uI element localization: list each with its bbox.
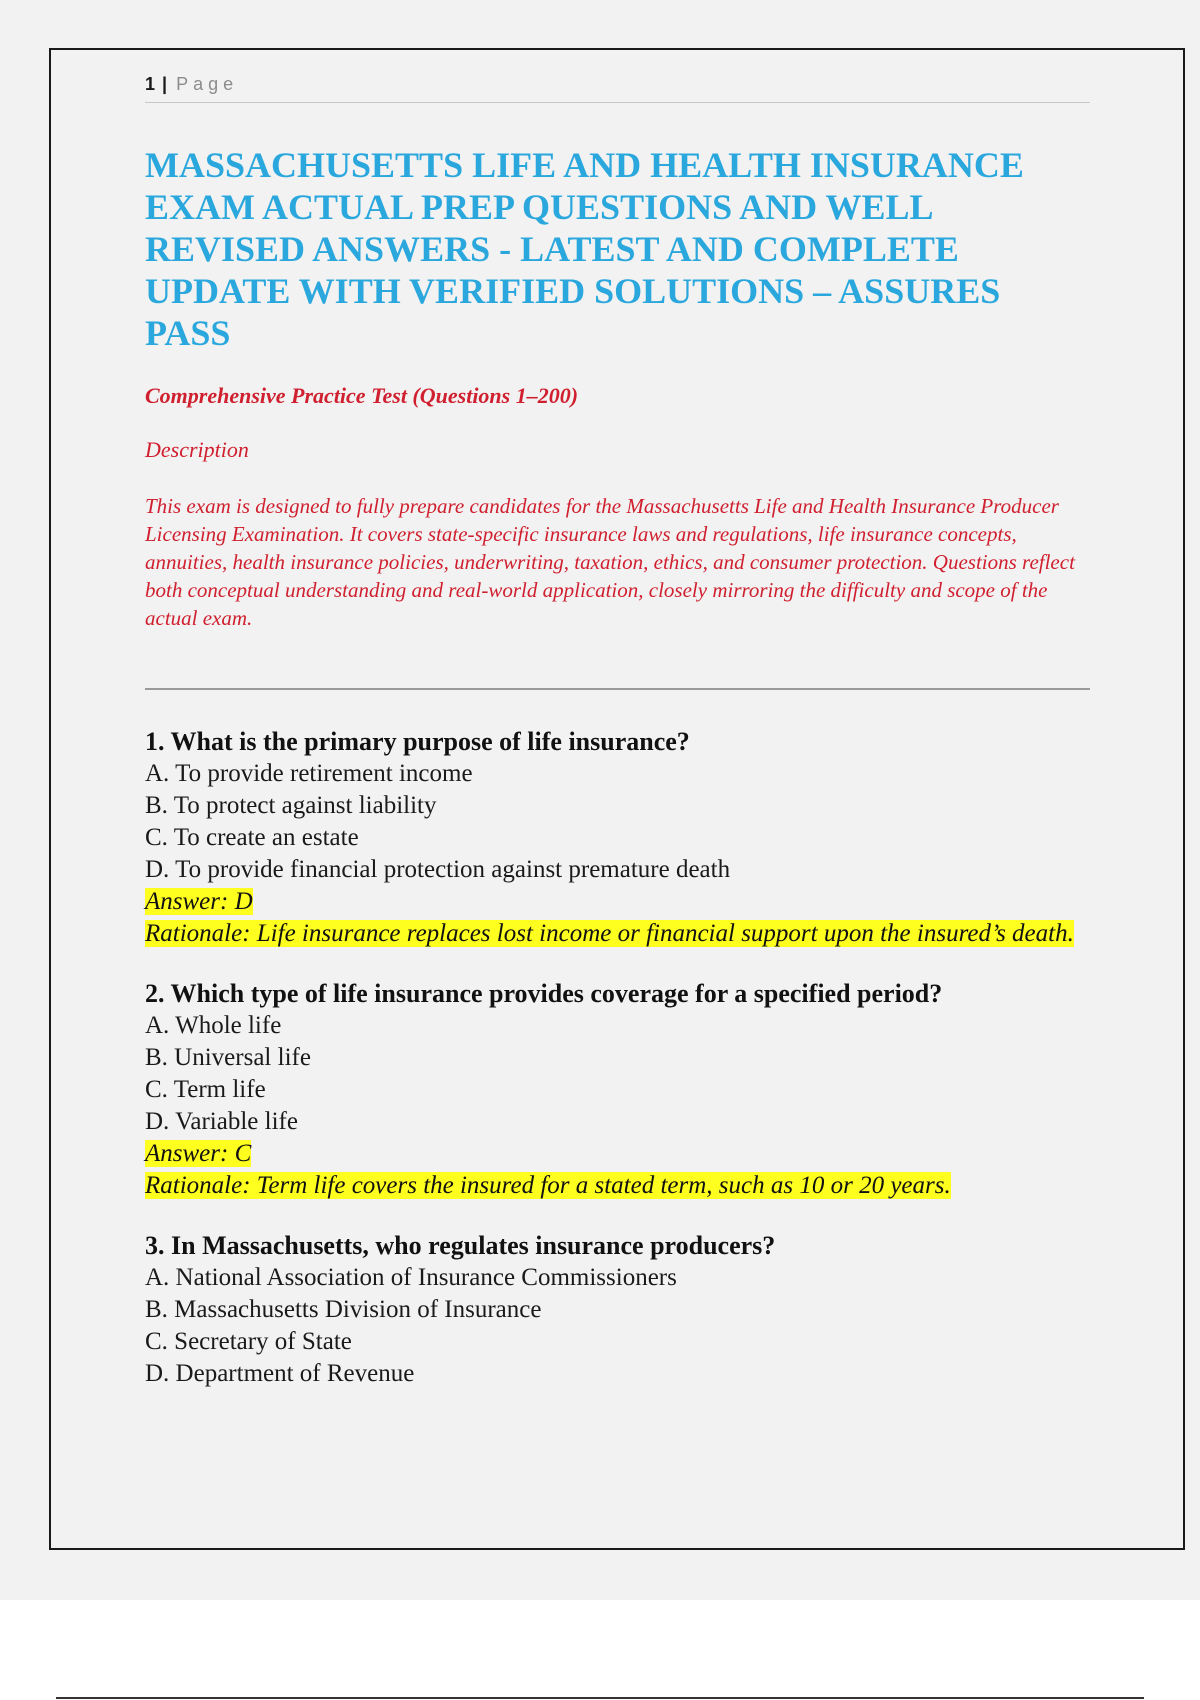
option-b: B. Massachusetts Division of Insurance	[145, 1296, 542, 1323]
document-intro	[145, 144, 1090, 632]
answer-line	[145, 886, 1090, 918]
section-divider	[145, 688, 1090, 690]
rationale-text: Rationale: Term life covers the insured for a stated term, such as 10 or 20 years.	[145, 1172, 951, 1199]
next-page-rule	[56, 1697, 1144, 1699]
answer-text: Answer: D	[145, 888, 253, 915]
option-c: C. To create an estate	[145, 824, 359, 851]
option-c: C. Secretary of State	[145, 1328, 352, 1355]
option-d: D. To provide financial protection against premature death	[145, 856, 731, 883]
option-a: A. National Association of Insurance Commissioners	[145, 1264, 677, 1291]
description-body: This exam is designed to fully prepare candidates for the Massachusetts Life and Health Insurance Producer Licensing Examination. It covers state-specific insurance laws and regulations, life insurance concepts, annuities, health insurance policies, underwriting, taxation, ethics, and consumer protection. Questions reflect both conceptual understanding and real-world application, closely mirroring the difficulty and scope of the actual exam.	[145, 494, 1075, 630]
option-a: A. To provide retirement income	[145, 760, 473, 787]
answer-line	[145, 1138, 1090, 1170]
rationale-text: Rationale: Life insurance replaces lost income or financial support upon the insured’s death.	[145, 920, 1074, 947]
question-list	[145, 726, 1090, 1418]
page-label: Page	[176, 74, 239, 94]
question-item	[145, 726, 1090, 950]
option-d: D. Variable life	[145, 1108, 298, 1135]
document-title: MASSACHUSETTS LIFE AND HEALTH INSURANCE EXAM ACTUAL PREP QUESTIONS AND WELL REVISED ANSWERS - LATEST AND COMPLETE UPDATE WITH VERIFIED SOLUTIONS – ASSURES PASS	[145, 145, 1024, 353]
page-separator: |	[162, 74, 168, 94]
answer-text: Answer: C	[145, 1140, 252, 1167]
question-item	[145, 978, 1090, 1202]
question-text: 1. What is the primary purpose of life insurance?	[145, 727, 690, 756]
option-a: A. Whole life	[145, 1012, 282, 1039]
rationale-line	[145, 918, 1090, 950]
document-subtitle: Comprehensive Practice Test (Questions 1–200)	[145, 383, 579, 408]
option-b: B. Universal life	[145, 1044, 311, 1071]
page-number: 1	[145, 74, 156, 94]
question-text: 3. In Massachusetts, who regulates insurance producers?	[145, 1231, 776, 1260]
description-label: Description	[145, 437, 249, 462]
option-b: B. To protect against liability	[145, 792, 437, 819]
page-header	[145, 70, 1090, 103]
question-text: 2. Which type of life insurance provides coverage for a specified period?	[145, 979, 943, 1008]
option-d: D. Department of Revenue	[145, 1360, 415, 1387]
option-c: C. Term life	[145, 1076, 266, 1103]
question-item	[145, 1230, 1090, 1390]
rationale-line	[145, 1170, 1090, 1202]
